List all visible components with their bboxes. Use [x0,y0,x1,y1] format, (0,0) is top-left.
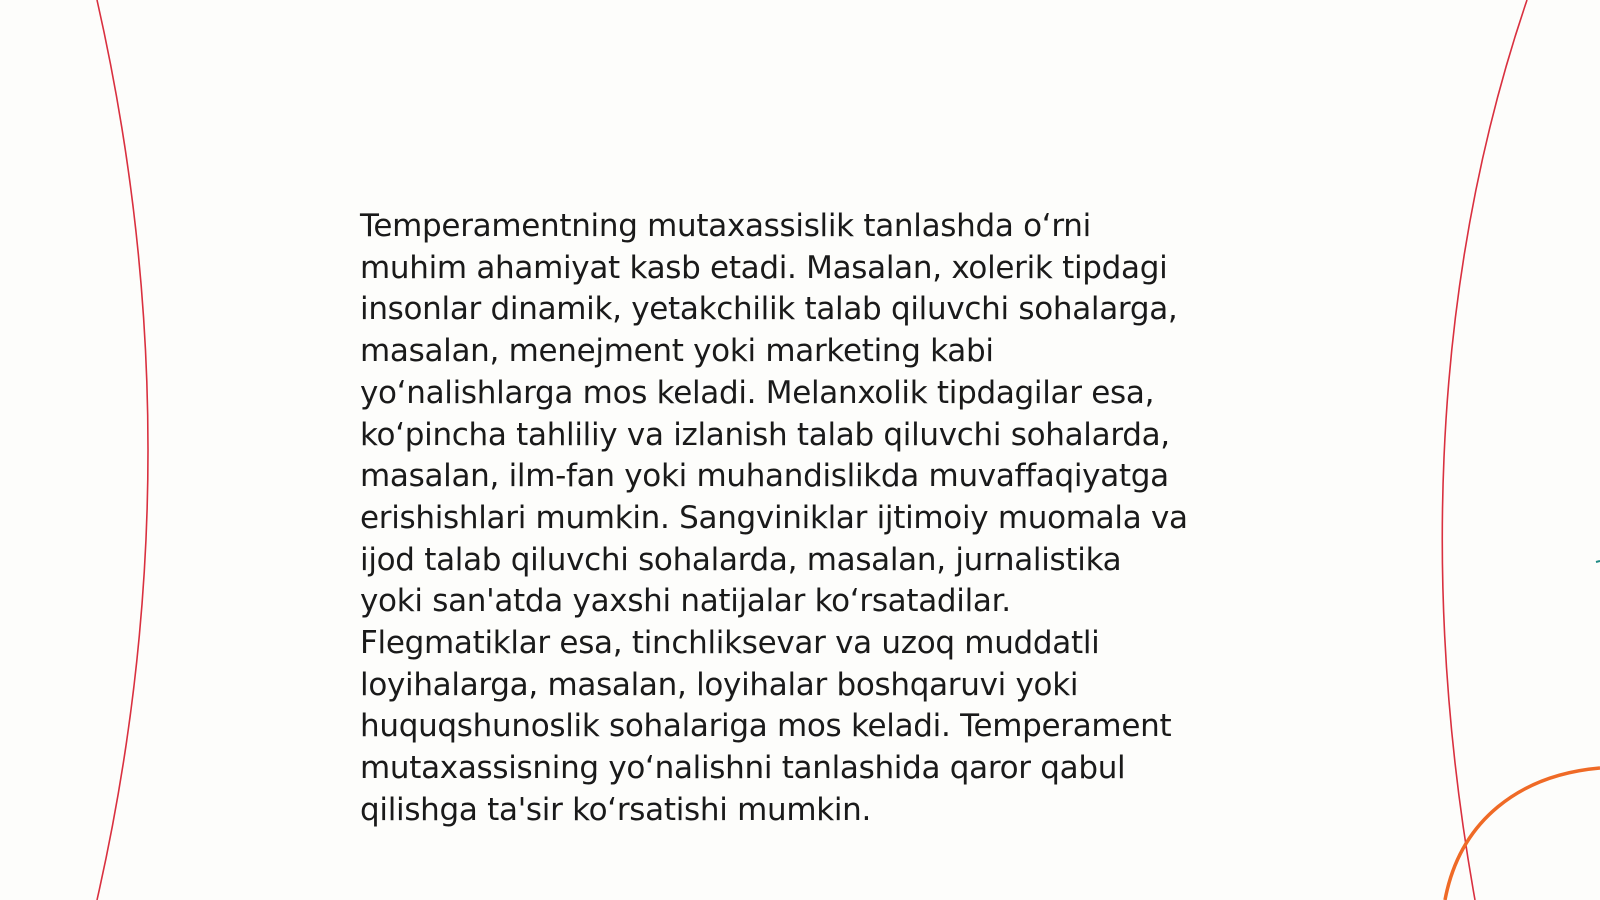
body-paragraph: Temperamentning mutaxassislik tanlashda oʻrni muhim ahamiyat kasb etadi. Masalan, xolerik tipdagi insonlar dinamik, yetakchilik talab qiluvchi sohalarga, masalan, menejment yoki marketing kabi yoʻnalishlarga mos keladi. Melanxolik tipdagilar esa, koʻpincha tahliliy va izlanish talab qiluvchi sohalarda, masalan, ilm-fan yoki muhandislikda muvaffaqiyatga erishishlari mumkin. Sangviniklar ijtimoiy muomala va ijod talab qiluvchi sohalarda, masalan, jurnalistika yoki san'atda yaxshi natijalar koʻrsatadilar. Flegmatiklar esa, tinchliksevar va uzoq muddatli loyihalarga, masalan, loyihalar boshqaruvi yoki huquqshunoslik sohalariga mos keladi. Temperament mutaxassisning yoʻnalishni tanlashida qaror qabul qilishga ta'sir koʻrsatishi mumkin. [360,208,1188,828]
right-curve-decoration [1442,0,1527,900]
teal-accent-mark [1596,561,1600,562]
left-curve-decoration [97,0,148,900]
orange-arc-decoration [1445,768,1600,900]
